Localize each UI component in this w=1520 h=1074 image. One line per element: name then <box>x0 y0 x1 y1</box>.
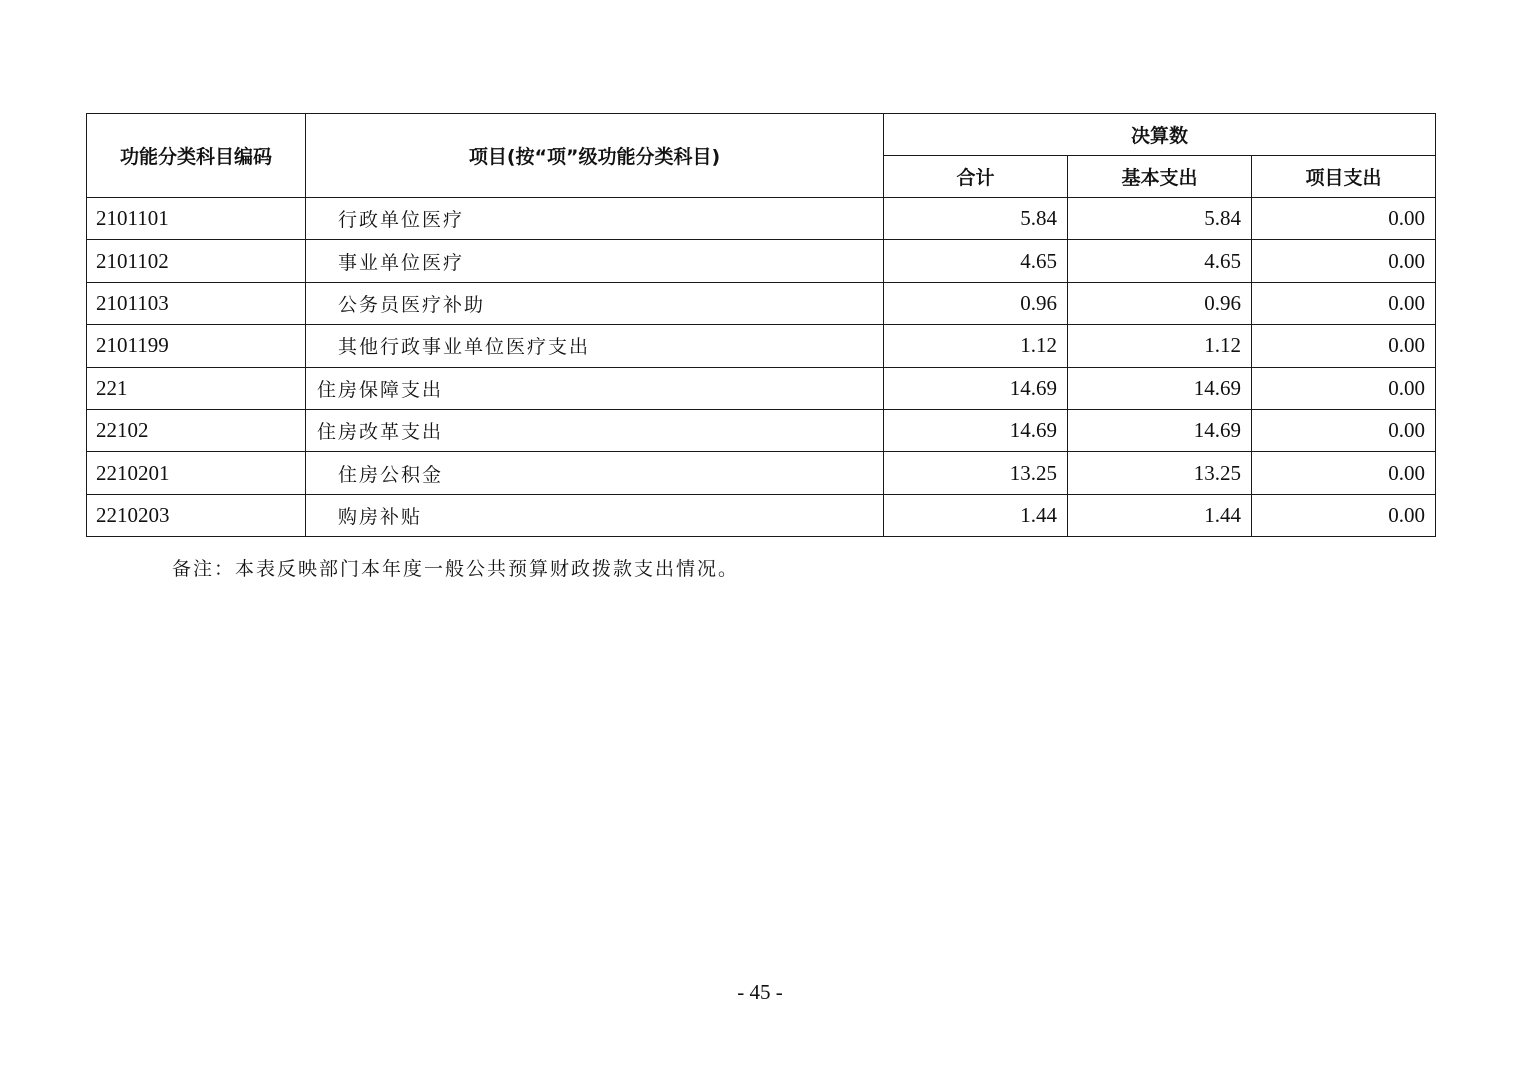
table-row <box>87 325 1436 367</box>
header-project: 项目支出 <box>1252 156 1436 198</box>
row-name: 住房保障支出 <box>306 367 884 409</box>
row-project: 0.00 <box>1252 240 1436 282</box>
row-project: 0.00 <box>1252 367 1436 409</box>
row-code: 2101103 <box>87 282 306 324</box>
row-project: 0.00 <box>1252 198 1436 240</box>
row-basic: 4.65 <box>1068 240 1252 282</box>
table-row <box>87 240 1436 282</box>
row-code: 2210201 <box>87 452 306 494</box>
row-total: 14.69 <box>884 409 1068 451</box>
row-total: 1.44 <box>884 494 1068 536</box>
table-row <box>87 198 1436 240</box>
row-project: 0.00 <box>1252 282 1436 324</box>
row-name: 住房改革支出 <box>306 409 884 451</box>
header-final-accounts: 决算数 <box>884 114 1436 156</box>
expenditure-table <box>86 113 1436 537</box>
row-total: 0.96 <box>884 282 1068 324</box>
row-total: 1.12 <box>884 325 1068 367</box>
row-basic: 1.12 <box>1068 325 1252 367</box>
table-row <box>87 282 1436 324</box>
row-code: 2101199 <box>87 325 306 367</box>
row-project: 0.00 <box>1252 409 1436 451</box>
header-total: 合计 <box>884 156 1068 198</box>
table-row <box>87 494 1436 536</box>
table-row <box>87 452 1436 494</box>
row-total: 14.69 <box>884 367 1068 409</box>
row-project: 0.00 <box>1252 325 1436 367</box>
row-name: 公务员医疗补助 <box>306 282 884 324</box>
header-basic: 基本支出 <box>1068 156 1252 198</box>
row-total: 5.84 <box>884 198 1068 240</box>
table-note: 备注：本表反映部门本年度一般公共预算财政拨款支出情况。 <box>172 558 740 580</box>
row-project: 0.00 <box>1252 494 1436 536</box>
row-basic: 14.69 <box>1068 367 1252 409</box>
table-row <box>87 409 1436 451</box>
row-basic: 1.44 <box>1068 494 1252 536</box>
row-name: 住房公积金 <box>306 452 884 494</box>
row-name: 事业单位医疗 <box>306 240 884 282</box>
table-row <box>87 367 1436 409</box>
row-code: 221 <box>87 367 306 409</box>
row-total: 4.65 <box>884 240 1068 282</box>
row-code: 2210203 <box>87 494 306 536</box>
row-project: 0.00 <box>1252 452 1436 494</box>
header-item: 项目(按“项”级功能分类科目) <box>306 114 884 198</box>
header-code: 功能分类科目编码 <box>87 114 306 198</box>
page-number: - 45 - <box>737 980 783 1004</box>
row-name: 其他行政事业单位医疗支出 <box>306 325 884 367</box>
row-basic: 13.25 <box>1068 452 1252 494</box>
row-basic: 14.69 <box>1068 409 1252 451</box>
row-basic: 5.84 <box>1068 198 1252 240</box>
row-total: 13.25 <box>884 452 1068 494</box>
row-code: 2101101 <box>87 198 306 240</box>
row-code: 2101102 <box>87 240 306 282</box>
row-basic: 0.96 <box>1068 282 1252 324</box>
row-code: 22102 <box>87 409 306 451</box>
row-name: 购房补贴 <box>306 494 884 536</box>
row-name: 行政单位医疗 <box>306 198 884 240</box>
